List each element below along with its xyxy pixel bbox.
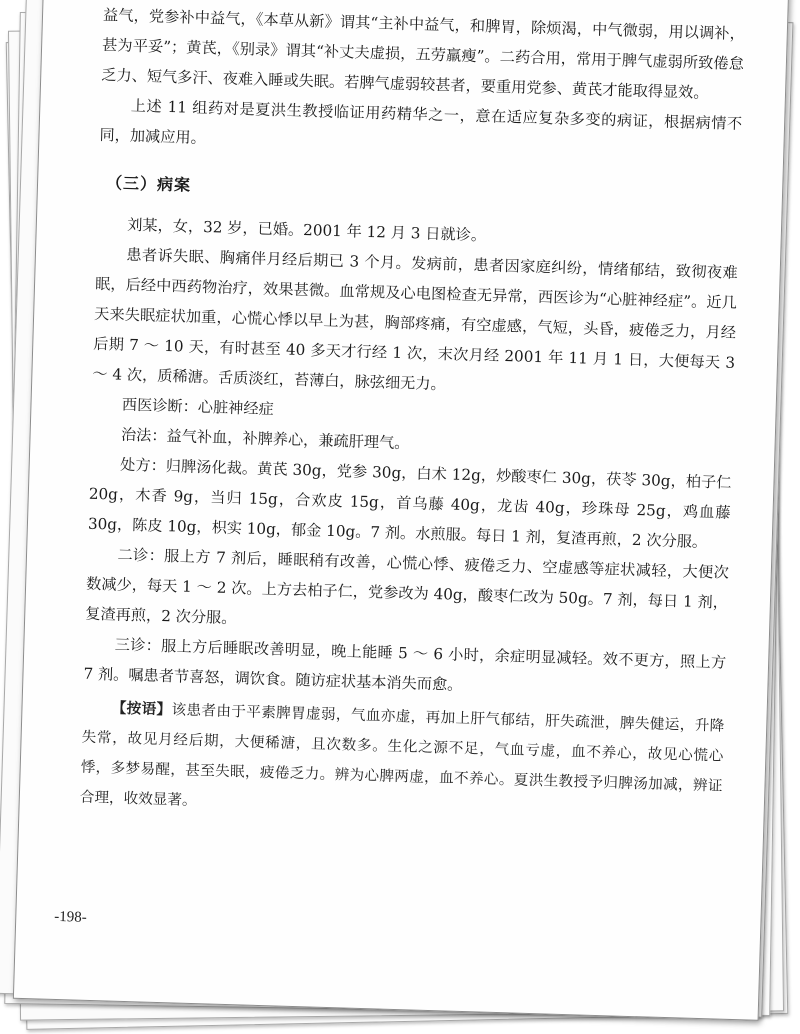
commentary-tag: 【按语】 — [111, 699, 172, 719]
case-visit-3: 三诊：服上方后睡眠改善明显，晚上能睡 5 ～ 6 小时，余症明显减轻。效不更方，照上方 7 剂。嘱患者节喜怒，调饮食。随访症状基本消失而愈。 — [83, 635, 727, 694]
page-content — [79, 0, 745, 832]
case-patient: 刘某，女，32 岁，已婚。2001 年 12 月 3 日就诊。 — [126, 215, 487, 245]
case-visit-2: 二诊：服上方 7 剂后，睡眠稍有改善，心慌心悸、疲倦乏力、空虚感等症状减轻，大便次数减少，每天 1 ～ 2 次。上方去柏子仁，党参改为 40g，酸枣仁改为 50g。7 剂，每日 1 剂，复渣再煎，2 次分服。 — [85, 545, 730, 628]
section-heading: （三）病案 — [105, 173, 192, 195]
case-treatment: 治法：益气补血，补脾养心，兼疏肝理气。 — [120, 425, 410, 453]
case-prescription: 处方：归脾汤化裁。黄芪 30g，党参 30g，白术 12g，炒酸枣仁 30g，茯苓 30g，柏子仁 20g，木香 9g，当归 15g，合欢皮 15g，首乌藤 40g，龙齿 40g，珍珠母 25g，鸡血藤 30g，陈皮 10g，枳实 10g，郁金 10g。7 剂。水煎服。每日 1 剂，复渣再煎，2 次分服。 — [87, 455, 732, 552]
case-complaint: 患者诉失眠、胸痛伴月经后期已 3 个月。发病前，患者因家庭纠纷，情绪郁结，致彻夜难眠，后经中西药物治疗，效果甚微。血常规及心电图检查无异常，西医诊为“心脏神经症”。近几天来失眠症状加重，心慌心悸以早上为甚，胸部疼痛，有空虚感，气短，头昏，疲倦乏力，月经后期 7 ～ 10 天，有时甚至 40 多天才行经 1 次，末次月经 2001 年 11 月 1 日，大便每天 3 ～ 4 次，质稀溏。舌质淡红，苔薄白，脉弦细无力。 — [92, 245, 738, 394]
paragraph-summary: 上述 11 组药对是夏洪生教授临证用药精华之一，意在适应复杂多变的病证，根据病情不同，加减应用。 — [99, 96, 743, 148]
case-diagnosis: 西医诊断：心脏神经症 — [121, 395, 274, 419]
commentary-note — [79, 693, 724, 832]
commentary-text: 该患者由于平素脾胃虚弱，气血亦虚，再加上肝气郁结，肝失疏泄，脾失健运，升降失常，故见月经后期，大便稀溏，且次数多。生化之源不足，气血亏虚，血不养心，故见心慌心悸，多梦易醒，甚至失眠，疲倦乏力。辨为心脾两虚，血不养心。夏洪生教授予归脾汤加减，辨证合理，收效显著。 — [79, 701, 725, 810]
page-number: -198- — [54, 908, 88, 926]
document-page — [13, 0, 789, 1021]
paragraph-herb-pair: 益气，党参补中益气，《本草从新》谓其“主补中益气，和脾胃，除烦渴，中气微弱，用以调补，甚为平妥”；黄芪，《别录》谓其“补丈夫虚损，五劳羸瘦”。二药合用，常用于脾气虚弱所致倦怠乏力、短气多汗、夜难入睡或失眠。若脾气虚弱较甚者，要重用党参、黄芪才能取得显效。 — [101, 5, 746, 102]
